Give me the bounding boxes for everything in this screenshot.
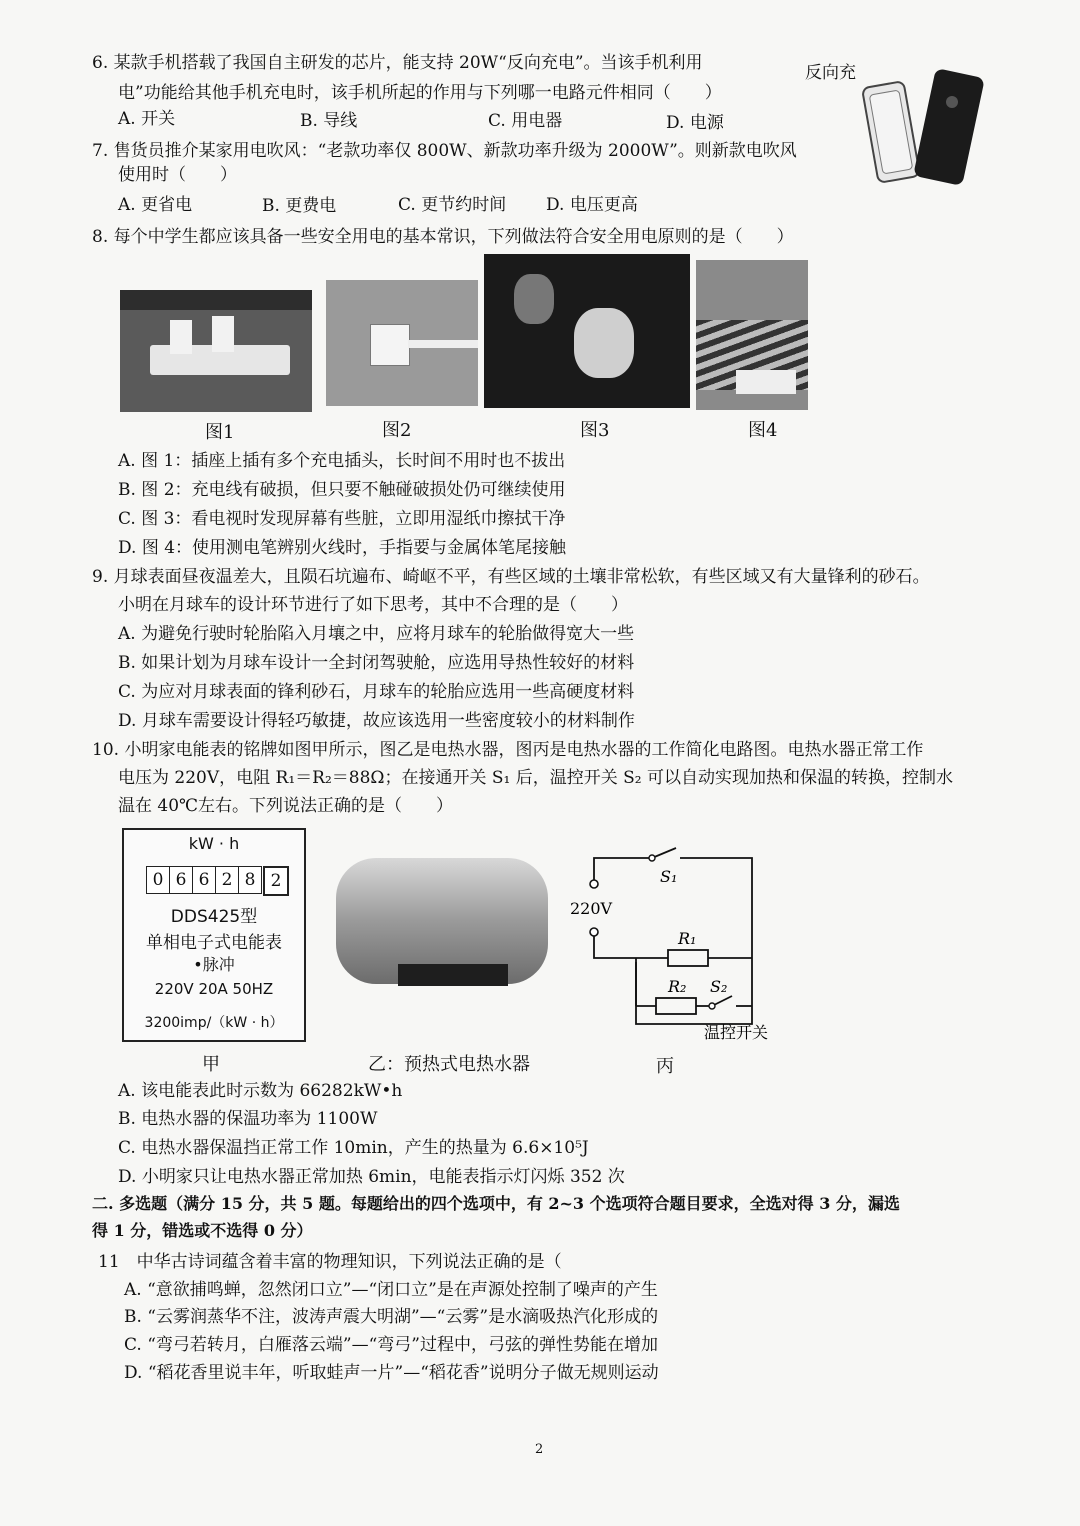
q6-option-b: B. 导线 [300, 111, 358, 131]
q8-caption-2: 图2 [382, 420, 412, 441]
q9-option-a: A. 为避免行驶时轮胎陷入月壤之中，应将月球车的轮胎做得宽大一些 [118, 624, 635, 644]
meter-digits [146, 866, 288, 896]
q10-option-c: C. 电热水器保温挡正常工作 10min，产生的热量为 6.6×10⁵J [118, 1138, 589, 1158]
q8-figure4-test-pen-photo [696, 260, 808, 410]
q9-option-c: C. 为应对月球表面的锋利砂石，月球车的轮胎应选用一些高硬度材料 [118, 682, 635, 702]
circuit-r2-label: R₂ [668, 977, 687, 996]
q6-option-d: D. 电源 [666, 113, 724, 133]
energy-meter-nameplate [122, 828, 306, 1042]
q7-option-c: C. 更节约时间 [398, 195, 507, 215]
q11-stem: 11 中华古诗词蕴含着丰富的物理知识，下列说法正确的是（ [98, 1252, 562, 1272]
q11-option-d: D. “稻花香里说丰年，听取蛙声一片”—“稻花香”说明分子做无规则运动 [124, 1363, 659, 1383]
q7-stem-line1: 7. 售货员推介某家用电吹风：“老款功率仅 800W、新款功率升级为 2000W”。则新款电吹风 [92, 141, 797, 161]
meter-unit: kW · h [188, 834, 240, 853]
circuit-r1-label: R₁ [678, 929, 697, 948]
water-heater-image [328, 854, 554, 996]
q8-caption-3: 图3 [580, 420, 610, 441]
q8-option-a: A. 图 1：插座上插有多个充电插头，长时间不用时也不拔出 [118, 451, 566, 471]
q10-option-b: B. 电热水器的保温功率为 1100W [118, 1109, 378, 1129]
meter-pulse: •脉冲 [193, 955, 235, 974]
meter-name: 单相电子式电能表 [146, 933, 282, 953]
q7-option-b: B. 更费电 [262, 196, 337, 216]
circuit-s2-label: S₂ [710, 977, 728, 996]
q9-option-d: D. 月球车需要设计得轻巧敏捷，故应该选用一些密度较小的材料制作 [118, 711, 635, 731]
q8-option-b: B. 图 2：充电线有破损，但只要不触碰破损处仍可继续使用 [118, 480, 566, 500]
q8-stem: 8. 每个中学生都应该具备一些安全用电的基本常识，下列做法符合安全用电原则的是（ ） [92, 227, 794, 247]
q8-option-c: C. 图 3：看电视时发现屏幕有些脏，立即用湿纸巾擦拭干净 [118, 509, 566, 529]
q11-option-a: A. “意欲捕鸣蝉，忽然闭口立”—“闭口立”是在声源处控制了噪声的产生 [124, 1280, 658, 1300]
q8-caption-4: 图4 [748, 420, 778, 441]
q8-caption-1: 图1 [205, 422, 235, 443]
meter-digit: 6 [192, 866, 216, 894]
q8-figure1-power-strip-photo [120, 290, 312, 412]
meter-ratings: 220V 20A 50HZ [154, 980, 274, 998]
q10-stem-line1: 10. 小明家电能表的铭牌如图甲所示，图乙是电热水器，图丙是电热水器的工作简化电路图。电热水器正常工作 [92, 740, 924, 760]
q7-option-d: D. 电压更高 [546, 195, 638, 215]
q6-stem-line2: 电”功能给其他手机充电时，该手机所起的作用与下列哪一电路元件相同（ ） [118, 83, 722, 103]
section2-header-line1: 二. 多选题（满分 15 分，共 5 题。每题给出的四个选项中，有 2~3 个选项符合题目要求，全选对得 3 分，漏选 [92, 1194, 900, 1213]
q10-option-d: D. 小明家只让电热水器正常加热 6min，电能表指示灯闪烁 352 次 [118, 1167, 625, 1187]
meter-digit: 2 [215, 866, 239, 894]
circuit-s1-label: S₁ [660, 867, 678, 886]
q9-option-b: B. 如果计划为月球车设计一全封闭驾驶舱，应选用导热性较好的材料 [118, 653, 635, 673]
section2-header-line2: 得 1 分，错选或不选得 0 分） [92, 1221, 313, 1240]
circuit-voltage-label: 220V [570, 899, 613, 918]
heater-circuit-diagram [570, 846, 800, 1046]
meter-digit-decimal: 2 [263, 866, 289, 896]
q10-caption-jia: 甲 [202, 1054, 220, 1075]
q7-stem-line2: 使用时（ ） [118, 165, 237, 185]
q6-option-a: A. 开关 [118, 109, 176, 129]
meter-constant: 3200imp/（kW · h） [144, 1015, 284, 1031]
q10-option-a: A. 该电能表此时示数为 66282kW•h [118, 1081, 403, 1101]
meter-digit: 6 [169, 866, 193, 894]
q9-stem-line2: 小明在月球车的设计环节进行了如下思考，其中不合理的是（ ） [118, 595, 628, 615]
meter-digit: 8 [238, 866, 262, 894]
q11-option-c: C. “弯弓若转月，白雁落云端”—“弯弓”过程中，弓弦的弹性势能在增加 [124, 1335, 658, 1355]
q7-option-a: A. 更省电 [118, 195, 193, 215]
q10-stem-line3: 温在 40℃左右。下列说法正确的是（ ） [118, 796, 454, 816]
q8-figure3-wiping-tv-photo [484, 254, 690, 408]
q6-photo-label: 反向充 [805, 63, 856, 83]
q8-figure2-damaged-cable-photo [326, 280, 478, 406]
circuit-thermostat-label: 温控开关 [704, 1023, 769, 1042]
q10-caption-bing: 丙 [656, 1056, 674, 1077]
q10-stem-line2: 电压为 220V，电阻 R₁＝R₂＝88Ω；在接通开关 S₁ 后，温控开关 S₂ 可以自动实现加热和保温的转换，控制水 [118, 768, 954, 788]
q9-stem-line1: 9. 月球表面昼夜温差大，且陨石坑遍布、崎岖不平，有些区域的土壤非常松软，有些区域又有大量锋利的砂石。 [92, 567, 930, 587]
meter-model: DDS425型 [170, 907, 258, 927]
q6-stem-line1: 6. 某款手机搭载了我国自主研发的芯片，能支持 20W“反向充电”。当该手机利用 [92, 53, 703, 73]
q8-option-d: D. 图 4：使用测电笔辨别火线时，手指要与金属体笔尾接触 [118, 538, 567, 558]
q11-option-b: B. “云雾润蒸华不注，波涛声震大明湖”—“云雾”是水滴吸热汽化形成的 [124, 1307, 659, 1327]
meter-digit: 0 [146, 866, 170, 894]
q6-option-c: C. 用电器 [488, 111, 563, 131]
page-number: 2 [535, 1442, 544, 1457]
q10-caption-yi: 乙：预热式电热水器 [368, 1054, 530, 1075]
reverse-charging-phones-image [862, 62, 990, 192]
